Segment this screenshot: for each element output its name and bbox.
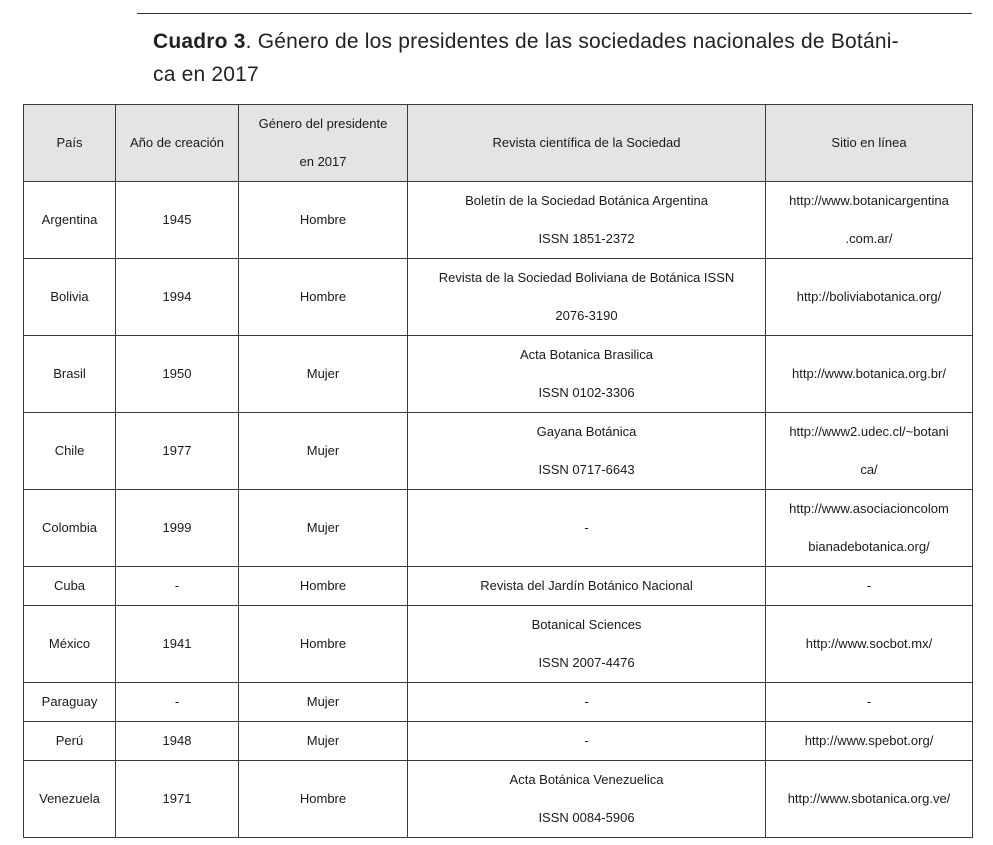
caption-text: . Género de los presidentes de las sociedades nacionales de Botáni- [245,30,899,53]
cell-year: 1941 [116,606,239,683]
cell-country: Colombia [24,490,116,567]
cell-country: México [24,606,116,683]
cell-site-line1: http://www.sbotanica.org.ve/ [787,791,951,806]
cell-journal-line1: Acta Botánica Venezuelica [509,772,664,787]
cell-site [766,567,973,606]
cell-journal [408,722,766,761]
cell-journal-line1: Boletín de la Sociedad Botánica Argentina [465,193,708,208]
cell-site-line1: http://www.socbot.mx/ [805,636,933,651]
table-caption [153,25,973,91]
cell-journal-line1: - [584,694,589,709]
cell-journal-line1: - [584,733,589,748]
cell-gender: Mujer [239,413,408,490]
cell-journal [408,336,766,413]
cell-year: - [116,683,239,722]
table-body [24,182,973,838]
header-row [24,105,973,182]
table-row [24,490,973,567]
table-row [24,259,973,336]
cell-gender: Mujer [239,722,408,761]
cell-journal-line2: 2076-3190 [555,308,618,323]
cell-site [766,683,973,722]
cell-site-line1: - [866,694,872,709]
cell-site [766,336,973,413]
header-gender-line1: Género del presidente [258,116,388,131]
cell-journal-line2: ISSN 1851-2372 [538,231,635,246]
cell-site-line1: - [866,578,872,593]
cell-journal-line2: ISSN 0084-5906 [538,810,635,825]
header-year: Año de creación [116,105,239,182]
cell-year: 1999 [116,490,239,567]
cell-journal [408,182,766,259]
cell-gender: Mujer [239,683,408,722]
header-site: Sitio en línea [766,105,973,182]
cell-site-line1: http://boliviabotanica.org/ [796,289,942,304]
cell-journal-line1: Revista del Jardín Botánico Nacional [480,578,693,593]
cell-site-line2: ca/ [860,462,878,477]
cell-country: Argentina [24,182,116,259]
cell-site-line1: http://www.botanica.org.br/ [792,366,946,381]
cell-country: Perú [24,722,116,761]
cell-journal-line1: Acta Botanica Brasilica [520,347,653,362]
cell-site [766,761,973,838]
cell-journal-line1: Botanical Sciences [531,617,642,632]
table-row [24,606,973,683]
cell-journal [408,606,766,683]
cell-journal [408,413,766,490]
cell-year: - [116,567,239,606]
cell-journal [408,567,766,606]
table-row [24,567,973,606]
header-gender-line2: en 2017 [299,154,347,169]
table-row [24,761,973,838]
table-row [24,336,973,413]
cell-journal-line1: Gayana Botánica [536,424,637,439]
caption-label: Cuadro 3 [153,30,246,53]
table-row [24,182,973,259]
cell-gender: Mujer [239,336,408,413]
cell-site-line1: http://www.spebot.org/ [804,733,934,748]
cell-gender: Hombre [239,606,408,683]
cell-site [766,413,973,490]
cell-journal [408,490,766,567]
cell-site-line2: .com.ar/ [845,231,893,246]
cell-gender: Mujer [239,490,408,567]
cell-country: Venezuela [24,761,116,838]
cell-site [766,722,973,761]
cell-year: 1977 [116,413,239,490]
cell-year: 1945 [116,182,239,259]
top-rule [137,13,972,14]
cell-gender: Hombre [239,761,408,838]
cell-site-line1: http://www.asociacioncolom [789,501,949,516]
cell-gender: Hombre [239,567,408,606]
cell-year: 1994 [116,259,239,336]
cell-journal [408,259,766,336]
cell-journal-line2: ISSN 0102-3306 [538,385,635,400]
cell-site [766,490,973,567]
cell-year: 1948 [116,722,239,761]
cell-site [766,259,973,336]
header-country: País [24,105,116,182]
caption-text-continued: ca en 2017 [153,63,259,86]
table-row [24,722,973,761]
cell-year: 1950 [116,336,239,413]
cell-site [766,182,973,259]
cell-journal-line2: ISSN 2007-4476 [538,655,635,670]
cell-country: Brasil [24,336,116,413]
cell-journal [408,761,766,838]
cell-site-line1: http://www2.udec.cl/~botani [789,424,949,439]
cell-country: Chile [24,413,116,490]
cell-country: Paraguay [24,683,116,722]
cell-journal-line1: - [584,520,589,535]
cell-site-line2: bianadebotanica.org/ [808,539,930,554]
cell-journal [408,683,766,722]
cell-site [766,606,973,683]
cell-gender: Hombre [239,259,408,336]
cell-journal-line1: Revista de la Sociedad Boliviana de Botánica ISSN [438,270,735,285]
header-journal: Revista científica de la Sociedad [408,105,766,182]
cell-gender: Hombre [239,182,408,259]
presidents-table [23,104,973,838]
cell-country: Cuba [24,567,116,606]
cell-year: 1971 [116,761,239,838]
cell-journal-line2: ISSN 0717-6643 [538,462,635,477]
table-row [24,683,973,722]
header-gender [239,105,408,182]
cell-country: Bolivia [24,259,116,336]
cell-site-line1: http://www.botanicargentina [789,193,949,208]
table-row [24,413,973,490]
